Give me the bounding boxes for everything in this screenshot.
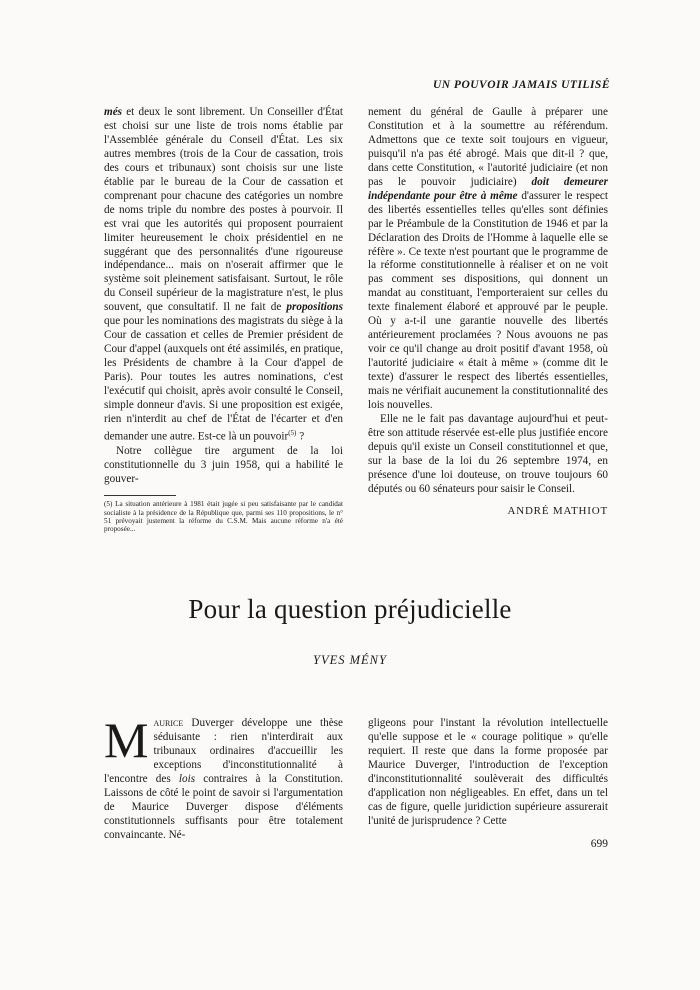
footnote: (5) La situation antérieure à 1981 était jugée si peu satisfaisante par le candidat socialiste à la présidence de la République que, parmi ses 110 propositions, le n° 51 prévoyait justement la réforme du C.S.M. Mais aucune réforme n'a été proposée... bbox=[104, 500, 343, 533]
column-3 bbox=[104, 712, 343, 843]
column-1 bbox=[104, 106, 343, 533]
paragraph: Notre collègue tire argument de la loi constitutionnelle du 3 juin 1958, qui a habilité le gouver- bbox=[104, 444, 343, 485]
article-title: Pour la question préjudicielle bbox=[188, 594, 512, 624]
column-2 bbox=[368, 106, 608, 519]
paragraph: Maurice Duverger développe une thèse séduisante : rien n'interdirait aux tribunaux ordinaires d'accueillir les exceptions d'inconstitutionnalité à l'encontre des lois contraires à la Constitution. Laissons de côté le point de savoir si l'argumentation de Maurice Duverger dispose d'éléments constitutionnels suffisants pour être totalement convaincante. Né- bbox=[104, 712, 343, 841]
running-head: UN POUVOIR JAMAIS UTILISÉ bbox=[432, 79, 610, 91]
article-author: YVES MÉNY bbox=[313, 653, 387, 667]
paragraph: gligeons pour l'instant la révolution intellectuelle qu'elle suppose et le « courage politique » qu'elle requiert. Il reste que dans la forme proposée par Maurice Duverger, l'introduction de l'exception d'inconstitutionnalité soulèverait des difficultés d'application non négligeables. En effet, dans un tel cas de figure, quelle juridiction supérieure assurerait l'unité de jurisprudence ? Cette bbox=[368, 717, 608, 827]
paragraph: Elle ne le fait pas davantage aujourd'hui et peut-être son attitude réservée est-elle plus justifiée encore depuis qu'il existe un Conseil constitutionnel et que, sur la base de la loi du 26 septembre 1974, en présence d'une loi douteuse, on trouve toujours 60 députés ou 60 sénateurs pour saisir le Conseil. bbox=[368, 412, 608, 495]
page-number: 699 bbox=[590, 838, 608, 850]
paragraph: nement du général de Gaulle à préparer une Constitution et à la soumettre au référendum. Admettons que ce texte soit toujours en vigueur, puisqu'il n'a pas été abrogé. Mais que dit-il ? que, dans cette Constitution, « l'autorité judiciaire (et non pas le pouvoir judiciaire) doit demeurer indépendante pour être à même d'assurer le respect des libertés essentielles telles qu'elles sont définies par le Préambule de la Constitution de 1946 et par la Déclaration des Droits de l'Homme à laquelle elle se réfère ». Ce texte n'est pourtant que le programme de la réforme constitutionnelle à réaliser et on ne voit pas comment ses dispositions, qui donnent un mandat au constituant, l'emporteraient sur celles du texte finalement élaboré et approuvé par le peuple. Où y a-t-il une garantie nouvelle des libertés antérieurement proclamées ? Nous avouons ne pas voir ce qu'il change au droit positif d'avant 1958, où l'autorité judiciaire « était à même » (comme dit le texte) d'assurer le respect des libertés essentielles, mais ne vérifiait aucunement la constitutionnalité des lois nouvelles. bbox=[368, 106, 608, 412]
footnote-rule bbox=[104, 495, 176, 496]
author-signature: ANDRÉ MATHIOT bbox=[507, 504, 608, 517]
drop-cap: M bbox=[104, 712, 149, 768]
column-4 bbox=[368, 717, 608, 829]
paragraph: més et deux le sont librement. Un Conseiller d'État est choisi sur une liste de trois noms établie par l'Assemblée générale du Conseil d'État. Les six autres membres (trois de la Cour de cassation, trois des cours et tribunaux) sont choisis sur une liste établie par le bureau de la Cour de cassation et comprenant pour chacune des catégories un nombre de noms triple du nombre des postes à pourvoir. Il est vrai que les autorités qui proposent pourraient limiter heureusement le choix présidentiel en ne suggérant que des personnalités d'une rigoureuse indépendance... mais on n'oserait affirmer que le système soit pleinement satisfaisant. Surtout, le rôle du Conseil supérieur de la magistrature n'est, le plus souvent, que consultatif. Il ne fait de propositions que pour les nominations des magistrats du siège à la Cour de cassation et celles de Premier président de Cour d'appel (auxquels ont été assimilés, en pratique, les Présidents de chambre à la Cour d'appel de Paris). Pour toutes les autres nominations, c'est l'exécutif qui choisit, après avoir consulté le Conseil, simple donneur d'avis. Si une proposition est exigée, rien n'interdit au chef de l'État de l'écarter et d'en demander une autre. Est-ce là un pouvoir$^{(5)}$ ? bbox=[104, 106, 343, 443]
footnote-ref: (5) bbox=[288, 428, 297, 437]
